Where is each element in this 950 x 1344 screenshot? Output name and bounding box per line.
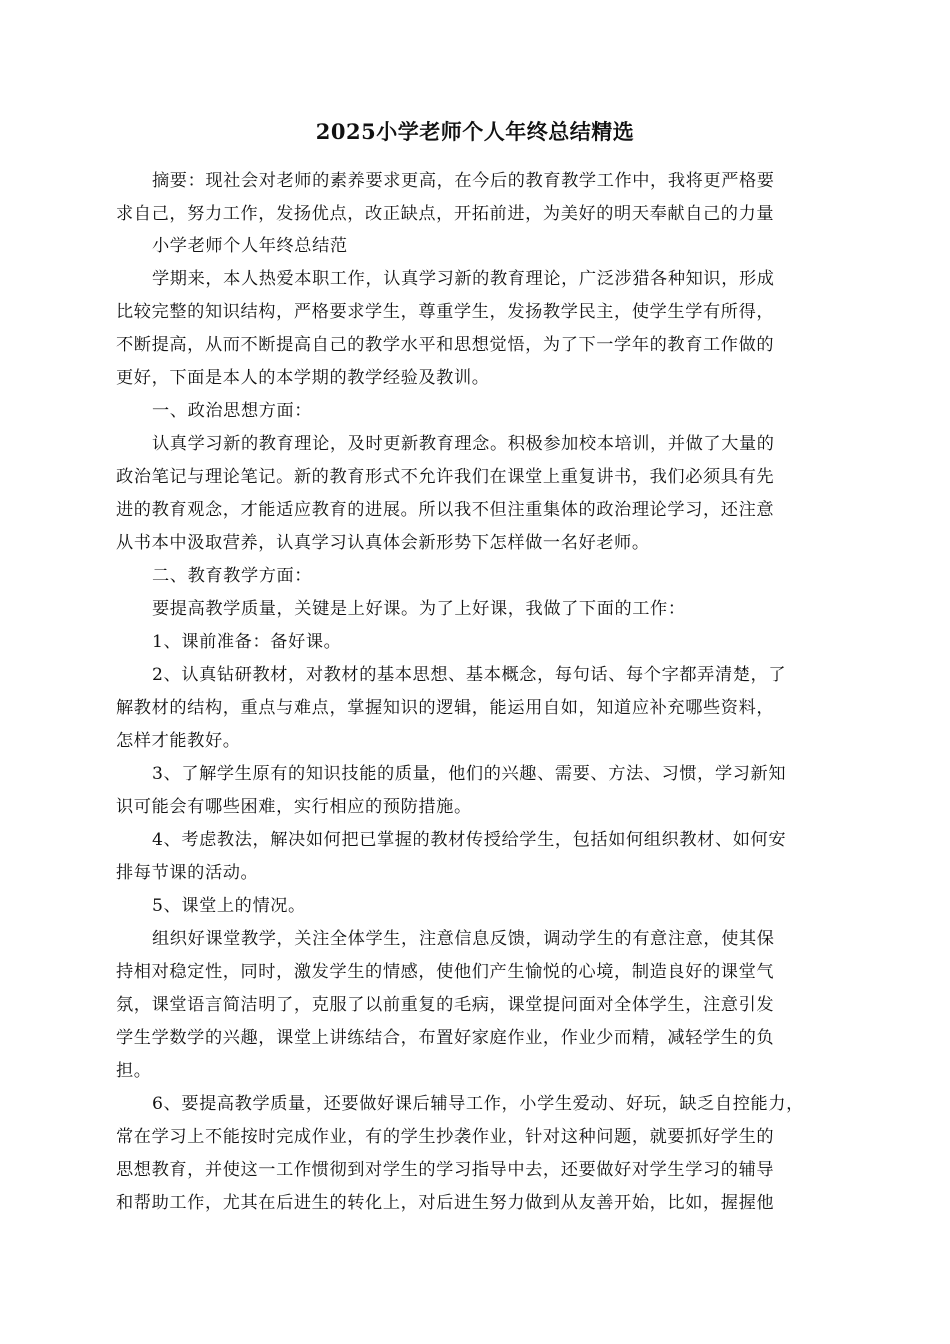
- paragraph-line: 不断提高，从而不断提高自己的教学水平和思想觉悟，为了下一学年的教育工作做的: [116, 335, 775, 355]
- paragraph-line: 比较完整的知识结构，严格要求学生，尊重学生，发扬教学民主，使学生学有所得，: [116, 302, 775, 322]
- paragraph-line: 学期来，本人热爱本职工作，认真学习新的教育理论，广泛涉猎各种知识，形成: [152, 269, 775, 289]
- paragraph-line: 求自己，努力工作，发扬优点，改正缺点，开拓前进，为美好的明天奉献自己的力量: [116, 204, 775, 224]
- paragraph-line: 政治笔记与理论笔记。新的教育形式不允许我们在课堂上重复讲书，我们必须具有先: [116, 467, 775, 487]
- paragraph-line: 排每节课的活动。: [116, 863, 259, 883]
- paragraph-line: 识可能会有哪些困难，实行相应的预防措施。: [116, 797, 472, 817]
- paragraph-line: 解教材的结构，重点与难点，掌握知识的逻辑，能运用自如，知道应补充哪些资料，: [116, 698, 775, 718]
- paragraph-line: 怎样才能教好。: [116, 731, 241, 751]
- list-item: 3、了解学生原有的知识技能的质量，他们的兴趣、需要、方法、习惯，学习新知: [152, 764, 787, 784]
- list-item: 5、课堂上的情况。: [152, 896, 306, 916]
- paragraph-line: 认真学习新的教育理论，及时更新教育理念。积极参加校本培训，并做了大量的: [152, 434, 775, 454]
- paragraph-line: 更好，下面是本人的本学期的教学经验及教训。: [116, 368, 490, 388]
- paragraph-line: 和帮助工作，尤其在后进生的转化上，对后进生努力做到从友善开始，比如，握握他: [116, 1193, 775, 1213]
- document-title: 2025小学老师个人年终总结精选: [315, 119, 635, 144]
- paragraph-line: 常在学习上不能按时完成作业，有的学生抄袭作业，针对这种问题，就要抓好学生的: [116, 1127, 775, 1147]
- paragraph-line: 担。: [116, 1061, 152, 1081]
- section-heading: 小学老师个人年终总结范: [152, 236, 348, 256]
- paragraph-line: 氛，课堂语言简洁明了，克服了以前重复的毛病，课堂提问面对全体学生，注意引发: [116, 995, 775, 1015]
- list-item: 6、要提高教学质量，还要做好课后辅导工作，小学生爱动、好玩，缺乏自控能力，: [152, 1094, 804, 1114]
- paragraph-line: 从书本中汲取营养，认真学习认真体会新形势下怎样做一名好老师。: [116, 533, 650, 553]
- paragraph-line: 学生学数学的兴趣，课堂上讲练结合，布置好家庭作业，作业少而精，减轻学生的负: [116, 1028, 775, 1048]
- list-item: 4、考虑教法，解决如何把已掌握的教材传授给学生，包括如何组织教材、如何安: [152, 830, 787, 850]
- paragraph-line: 要提高教学质量，关键是上好课。为了上好课，我做了下面的工作：: [152, 599, 686, 619]
- paragraph-line: 持相对稳定性，同时，激发学生的情感，使他们产生愉悦的心境，制造良好的课堂气: [116, 962, 775, 982]
- paragraph-line: 摘要：现社会对老师的素养要求更高，在今后的教育教学工作中，我将更严格要: [152, 171, 775, 191]
- paragraph-line: 思想教育，并使这一工作惯彻到对学生的学习指导中去，还要做好对学生学习的辅导: [116, 1160, 775, 1180]
- paragraph-line: 进的教育观念，才能适应教育的进展。所以我不但注重集体的政治理论学习，还注意: [116, 500, 775, 520]
- list-item: 2、认真钻研教材，对教材的基本思想、基本概念，每句话、每个字都弄清楚，了: [152, 665, 787, 685]
- section-heading: 一、政治思想方面：: [152, 401, 313, 421]
- section-heading: 二、教育教学方面：: [152, 566, 313, 586]
- list-item: 1、课前准备：备好课。: [152, 632, 342, 652]
- paragraph-line: 组织好课堂教学，关注全体学生，注意信息反馈，调动学生的有意注意，使其保: [152, 929, 775, 949]
